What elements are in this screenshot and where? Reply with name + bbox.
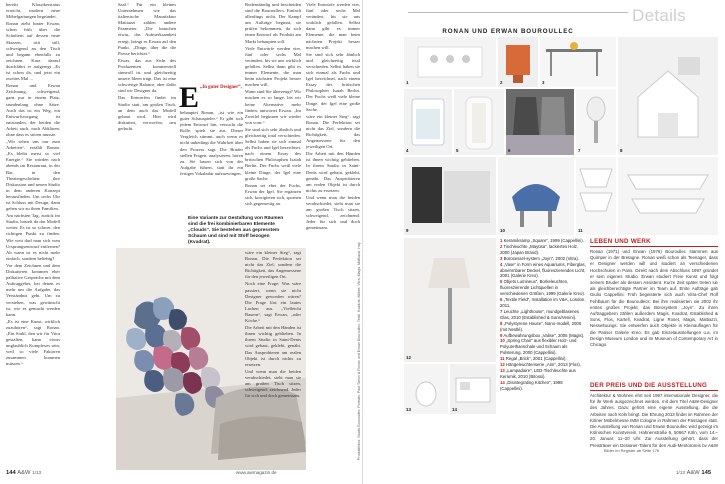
brick-shelf-image [576, 157, 616, 235]
cell-number: 4 [406, 148, 409, 153]
paragraph: Bodenständig und bescheiden sind die Bouroullecs. Einfach allerdings nicht. Der Kampf um Aufträge beginnt, sie prüfen bekommen, da sich einen Entwurf als Produkt am Markt behaupten soll. [245, 2, 301, 44]
section-header: Details [632, 6, 687, 25]
cell-number: 12 [406, 355, 411, 360]
paragraph: Vor dem Zeichnen und dem Diskutieren kommen eher palliative Gespräche mit dem Auftraggeber, bei denen es mehr um die Aufgabe, das Verständnis geht. Um zu verstehen, was gewünscht ist, wie es gemacht werden kann. [6, 262, 60, 317]
aquarium-vase-image [404, 89, 452, 155]
life-rule [590, 246, 718, 247]
header-rule [408, 12, 628, 13]
lighthouse-lamp-image [576, 89, 616, 155]
spring-chair-image [498, 157, 574, 235]
vertical-photo-credit: Produktfotos: Studio Bouroullec; Porträts: Paul Tahon & Ronan und Erwan Bouroullec; Textil: Kvadrat; Möbel: Vitra, Magis, Mattiazzi, Hay [357, 242, 361, 460]
paragraph: Die Arbeit mit den Händen ist ihnen wichtig geblieben. In ihrem Studio in Saint-Denis wird gebaut, geklebt, genäht. Das Ausprobieren am realen Objekt ist durch nichts zu ersetzen. [245, 325, 301, 367]
wood-lamp-image [498, 37, 538, 87]
ceramic-lamp-image [404, 37, 496, 87]
product-cell-1 [404, 37, 496, 87]
caption-item: 9 Aufbewahrungsbox „Valise“, 2005 (Magis). [500, 332, 585, 338]
cell-number: 6 [508, 148, 511, 153]
paragraph: behauptet Ronan, „ist wie ein guter Schauspieler.“ Er gibt sich jedem Entwurf hin, versucht die Rolle, spielt sie aus. Dieser Vergleich stimmt, auch wenn es nicht unbedingt die Wahrheit über den Prozess sagt. Die Brüder stellen Fragen, analysieren, hören zu. Sie lassen sich von der Aufgabe führen, statt ihr ein fertiges Vokabular aufzuzwingen. [180, 110, 243, 176]
cell-number: 2 [500, 80, 503, 85]
paragraph: wäre ein kleiner Sieg“, sagt Ronan. Die Perfektion sei nicht das Ziel, sondern die Richtigkeit, das Angemessene für den jeweiligen Ort. [306, 113, 360, 150]
caption-item: 13 „Lampadaire“, LED-Tischleuchte aus Keramik, 2010 (Bitossi). [500, 367, 576, 379]
prize-title: DER PREIS UND DIE AUSSTELLUNG [590, 382, 708, 389]
magazine-name: A&W [686, 470, 700, 476]
prize-text: Architektur & Wohnen ehrt seit 1997 internationale Designer, die für ihr Werk ausgezeichnet werden, mit dem Titel A&W-Designer des Jahres. Dazu gehört eine eigene Ausstellung, die die Arbeiten nach Köln bringt. Die Ehrung 2013 findet im Rahmen der Kölner Möbelmesse IMM Cologne in Rahmen der Passagen statt. Die Ausstellung von Ronan und Erwan Bouroullec wird gezeigt im Kölnischen Kunstverein, Hahnenstraße 6, 50667 Köln, vom 14.–20. Januar, 11–20 Uhr. Zur Ausstellung gehört, dass der Preisträger ein Designer-Talent für den Audi-Mentorpreis by A&W [590, 393, 718, 447]
textile-field-image [506, 89, 574, 155]
magazine-name: A&W [17, 470, 31, 476]
product-cell-lower-a [404, 238, 496, 362]
lead-text [180, 110, 243, 208]
lead-quote: „In guter Designer“, [200, 85, 242, 90]
product-cell-7 [576, 89, 616, 155]
paragraph: Und wenn man die beiden verabschiedet, sieht man sie am großen Tisch sitzen, schweigend, zeichnend. Jeder für sich und doch gemeinsam. [306, 194, 360, 231]
paragraph: Sie sind sich sehr ähnlich und gleichzeitig total verschieden. Selbst haben sie sich einmal als Fuchs und Igel bezeichnet, nach einem Essay des britischen Philosophen Isaiah Berlin. Der Fuchs weiß viele kleine Dinge, der Igel eine große Sache. [306, 51, 360, 112]
paragraph: Und wenn man die beiden verabschiedet, sieht man sie am großen Tisch sitzen, schweigend, zeichnend. Jeder für sich und doch gemeinsam. [245, 368, 301, 399]
paragraph: Viele Entwürfe werden vier, fünf oder sechs Mal verändert, bis sie uns wirklich gefallen. Selbst dann gibt es immer Elemente, die man beim nächsten Projekt besser machen will. [306, 2, 360, 50]
paragraph: bereits Klassikerstatus erreicht, modern neue Möbelgattungen begründet. [6, 2, 60, 20]
right-footer [676, 470, 711, 476]
valise-box-image [404, 157, 496, 235]
caption-item: 8 „Polystyrene House“, Nano-modell, 2006 (mit Nestlé). [500, 320, 582, 332]
caption-item: 2 Tischleuchte „Mayüsa“, lackiertes Holz, 2000 (Japan Brand). [500, 243, 579, 255]
paragraph: Sie sind sich sehr ähnlich und gleichzeitig total verschieden. Selbst haben sie sich einmal als Fuchs und Igel bezeichnet, nach einem Essay des britischen Philosophen Isaiah Berlin. Der Fuchs weiß viele kleine Dinge, der Igel eine große Sache. [245, 126, 301, 181]
paragraph: „Wir sehen uns nur zum Arbeiten“, erzählt Ronan. „Es bleibt meist so viel Energie.“ Sie würden nach abends im Restaurant, in der Bar, in den Theatergeschehen: ihre Diskussion und neuen Studio in dem anderen Konzept herausfinden. Um sechs Uhr ist Schluss mit Design, dann gehen wir zu ihren Familien. [6, 139, 60, 212]
caption-item: 3 Bürosessel-system „Joyn“, 2002 (Vitra). [500, 255, 579, 261]
page-gutter [362, 0, 363, 484]
cell-number: 14 [452, 407, 457, 412]
product-cell-5 [454, 89, 504, 155]
paragraph: Noch eine Frage: Was wäre passiert, wenn sie nicht Designer geworden wären? Die Frage löst ein lautes Lachen aus. „Vielleicht Bauern“, sagt Erwan, „oder Köche.“ [245, 281, 301, 324]
cell-number: 3 [542, 80, 545, 85]
cell-number: 5 [456, 148, 459, 153]
caption-item: 14 „Disintegrating Kitchen“, 1998 (Cappellini). [500, 379, 563, 391]
page-number: 145 [701, 470, 712, 476]
paragraph: Die Arbeit mit den Händen ist ihnen wichtig geblieben. In ihrem Studio in Saint-Denis wird gebaut, geklebt, genäht. Das Ausprobieren am realen Objekt ist durch nichts zu ersetzen. [306, 151, 360, 193]
left-column-3 [245, 2, 301, 248]
magazine-url: www.awmagazin.de [236, 470, 277, 475]
product-cell-2 [498, 37, 538, 87]
url-footer [236, 470, 277, 476]
page-number: 144 [6, 470, 16, 476]
product-cell-6 [506, 89, 574, 155]
paragraph: „Es ist eine Kunst, wirklich zuzuhören“, sagt Ronan. „Ein Stuhl, den wir für Vitra gestalten, kann etwas unglaublich Komplexes sein, weil so viele Faktoren zusammen kommen müssen.“ [6, 318, 60, 367]
brick-shelf-wide-image [618, 157, 718, 235]
caption-item: 1 Keramiksamp „Square“, 1999 (Cappellini). [500, 238, 584, 243]
paragraph: Etwas, das aus Sicht des Produzenten kommerziell sinnvoll ist und gleichzeitig unsere Ideen trägt. Das ist eine schwierige Balance, aber dafür sind wir Designer da. [118, 57, 176, 94]
issue: 1/13 [676, 470, 685, 475]
product-cell-4 [404, 89, 452, 155]
left-column-4 [245, 250, 301, 466]
paragraph: Ronan und Erwan Zeichnung, schweigend, ganz pur in einem Platz, stundenlang ohne Sätze. Auch das ist ein Weg, ein Entwurfsvorgang ist entstanden, der beiden die Arbeit auch, nach Abklären, ohne dass es stören musste. [6, 83, 60, 137]
left-column-5 [306, 2, 360, 466]
product-cell-9 [404, 157, 496, 235]
caption-item: 5 Objets Lumineux“, Borkeleuchten, fluoreszierende Lichtquellen in verschiedenen Größen, 1999 (Galerie Kreo). [500, 279, 586, 297]
left-column-2 [118, 2, 176, 214]
left-column-1 [6, 2, 60, 466]
paragraph: wäre ein kleiner Sieg“, sagt Ronan. Die Perfektion sei nicht das Ziel, sondern die Richtigkeit, das Angemessene für den jeweiligen Ort. [245, 250, 301, 280]
caption-item: 6 „Textile Field“, Installation im V&A, London, 2011. [500, 297, 586, 308]
paragraph: Wann sind Sie überzeugt? Wir machen es so lange, bis wir keine Alternative mehr finden, antwortet Erwan. „Im Zweifel beginnen wir wieder von vorn.“ [245, 89, 301, 125]
product-cell-3 [540, 37, 616, 87]
cell-number: 7 [578, 148, 581, 153]
lampadaire-image [404, 238, 496, 362]
caption-item: 7 Leuchte „Lighthouse“, mundgeblasenes Glas, 2010 (Established & Sons/Venini). [500, 308, 580, 320]
cell-number: 1 [406, 80, 409, 85]
caption-item: 11 Regal „Brick“, 2001 (Cappellini). [500, 356, 567, 362]
product-cell-10 [498, 157, 574, 235]
cell-number: 9 [406, 228, 409, 233]
paragraph: Viele Entwürfe werden vier, fünf oder sechs Mal verändert, bis sie uns wirklich gefallen. Selbst dann gibt es immer Elemente, die man beim nächsten Projekt besser machen will. [245, 45, 301, 88]
paragraph: Am nächsten Tag, zurück im Studio, bastelt da das Modell weiter. Es ist so schwer, den richtigen Punkt zu finden. Wie weit darf man sich vom Ursprungsentwurf entfernen? Ab wann ist es nicht mehr einfach, sondern beliebig? [6, 213, 60, 261]
cell-number: 10 [500, 228, 505, 233]
cell-number: 11 [578, 228, 583, 233]
light-objects-image [454, 89, 504, 155]
polystyrene-house-image [618, 37, 718, 155]
photo-caption: Eine Variante zur Gestaltung von Räumen sind die frei kombinierbaren Elemente „Clouds“. Sie bestehen aus gepresstem Schaum und sind mit Stoff bezogen (Kvadrat). [188, 216, 284, 245]
desk-system-image [540, 37, 616, 87]
image-register-note: Bilder im Register ab Seite 176 [604, 448, 660, 453]
prize-rule [590, 390, 718, 391]
cell-number: 8 [620, 148, 623, 153]
drop-cap: E [179, 81, 200, 114]
caption-item: 12 Hängeleuchtenserie „Aim“, 2013 (Flos). [500, 362, 581, 368]
paragraph: Ronan sei eher der Fuchs, Erwan der Igel. Sie ergänzen sich, korrigieren sich, spornen sich gegenseitig an. [245, 182, 301, 206]
paragraph: Ronan zieht hinter Erwan, schon früh über die Schultern auf dessen neue Skizzen, tritt still, schweigend an den Tisch und begann ebenfalls zu zeichnen. Kurz darauf durchfährt er aufgeregt „Es ist schon da, und jetzt ein zweites Mal ... [6, 21, 60, 82]
paragraph: Saal.“ Für ein kleines Unternehmen wie das italienische Manufaktur Mattiazzi zählen andere Parameter. „Die brauchen etwas, das Aufmerksamkeit erregt, bringt es Erwan auf den Punkt. „Dinge, über die die Presse berichtet.“ [118, 2, 176, 56]
lead-paragraph [200, 85, 243, 91]
numbered-caption-list [500, 238, 586, 392]
life-text: Ronan (1971) und Erwan (1976) Bouroullec stammen aus Quimper in der Bretagne. Ronan weiß schon als Teenager, dass er Designer werden will und studiert an verschiedenen Hochschulen in Paris. Direkt nach dem Abschluss 1997 gründet er sein eigenes Studio. Erwan studiert Freie Kunst und folgt seinem Bruder als dessen Assistent. Kurze Zeit später treten sie als gleichberechtigte Partner im Team auf. Erste Aufträge gab Giulio Cappellini. Früh begeisterte sich auch Vitra-Chef Rolf Fehlbaum für die Bouroullecs: Bei ihm realisierten sie 2002 ihr erstes großes Projekt, das Bürosystem „Joyn“. Zu ihren Auftraggebern zählen außerdem Magis, Kvadrat, Established & Sons, Flos, Kartell, Kvadrat, Ligne Roset, Magis, Mattiazzi, Nesseltuungs. Sie entwerfen auch Objekte in Kleinauflagen für die Pariser Galerie Kreo. Es gab Einzelausstellungen u.a. im Design Museum London und im Museum of Contemporary Art in Chicago. [590, 249, 718, 348]
caption-item: 4 „Vase“ in Form eines Aquariums, Fiberglas, abnehmbarer Deckel, fluoreszierendes Licht, 2001 (Galerie Kreo). [500, 261, 586, 279]
product-cell-12 [618, 157, 718, 235]
issue: 1/13 [32, 470, 42, 475]
cell-number: 13 [406, 407, 411, 412]
product-cell-11 [576, 157, 616, 235]
caption-item: 10 „Spring Chair“ aus flexibler Holz- und Polyurethanschale und Schaum als Polsterung, 2000 (Cappellini). [500, 338, 577, 356]
paragraph: Das Entwerfen findet im Studio statt, am großen Tisch, an dem auch das Modell gebaut wird. Hier wird diskutiert, verworfen, neu gedacht. [118, 95, 176, 131]
life-title: LEBEN UND WERK [590, 238, 651, 245]
product-cell-8 [618, 37, 718, 155]
left-footer [6, 470, 41, 476]
section-title: RONAN UND ERWAN BOUROULLEC [442, 28, 574, 35]
